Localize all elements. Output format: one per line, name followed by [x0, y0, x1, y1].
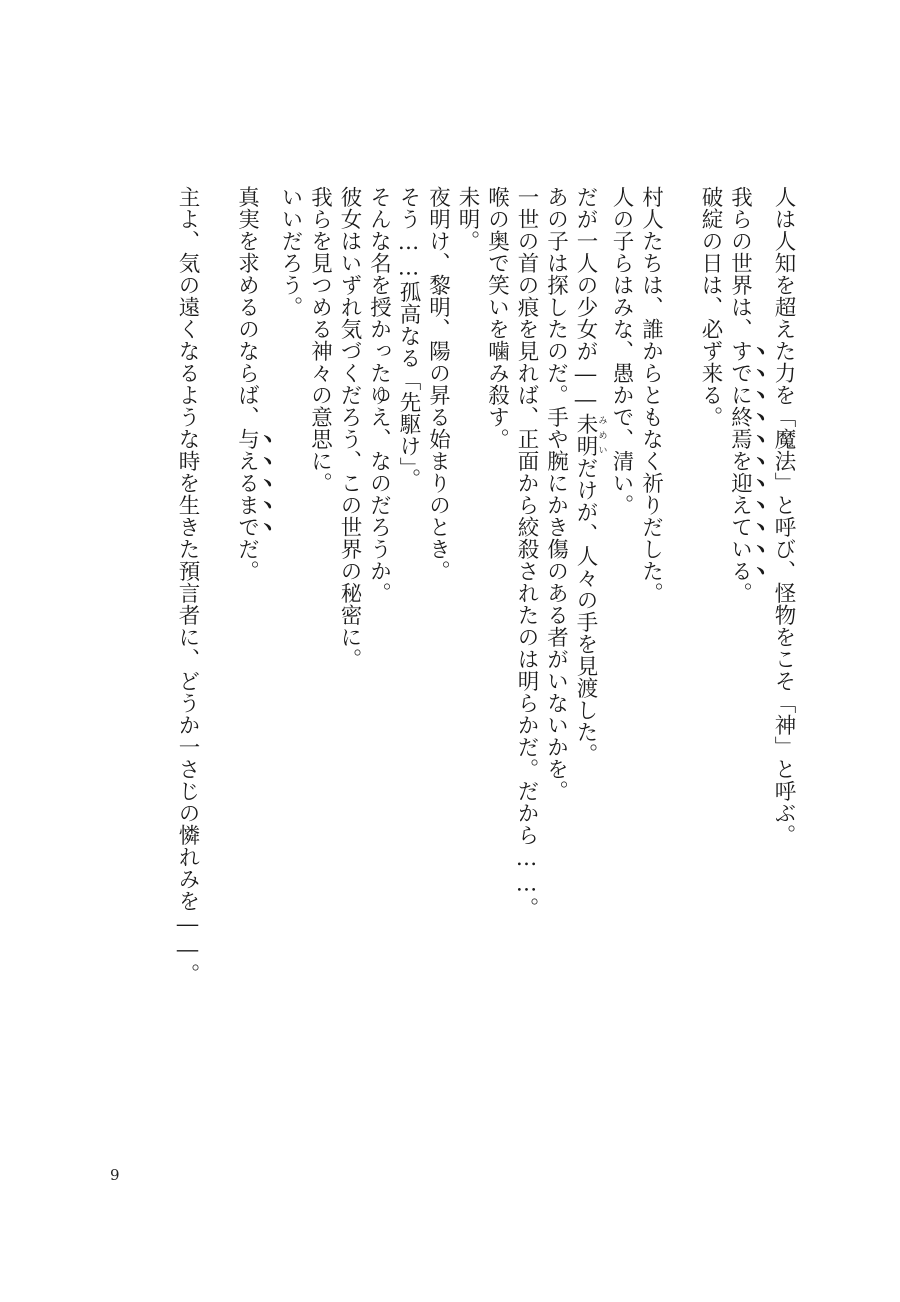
- text-run: だ。: [234, 538, 260, 582]
- page-number: 9: [110, 1166, 120, 1184]
- text-run: 主よ、気の遠くなるような時を生きた預言者に、どうか一さじの憐れみを――。: [175, 186, 200, 985]
- text-run: だけが、人々の手を見渡した。: [573, 457, 598, 765]
- text-run: あの子は探したのだ。手や腕にかき傷のある者がいないかを。: [543, 186, 569, 802]
- text-line: [173, 186, 203, 1026]
- text-run: 喉の奥で笑いを噛み殺す。: [484, 186, 510, 450]
- text-run: そんな名を授かったゆえ、なのだろうか。: [366, 186, 392, 604]
- text-run: 。: [727, 582, 753, 604]
- text-line: [232, 186, 276, 1026]
- text-line: [364, 186, 394, 1026]
- text-line: [335, 186, 365, 1026]
- text-line: [482, 186, 512, 1026]
- ruby-reading: みめい: [596, 413, 607, 457]
- text-run: 人は人知を超えた力を「魔法」と呼び、怪物をこそ「神」と呼ぶ。: [771, 186, 796, 846]
- text-run: 夜明け、黎明、陽の昇る始まりのとき。: [425, 186, 451, 582]
- text-run: 我らを見つめる神々の意思に。: [307, 186, 333, 494]
- text-line: [276, 186, 306, 1026]
- text-line: [512, 186, 542, 1026]
- paragraph-gap: [666, 186, 696, 1026]
- text-line: [571, 186, 607, 1026]
- emphasized-text: すでに終焉を迎えている: [727, 340, 753, 582]
- text-line: [725, 186, 769, 1026]
- text-run: 彼女はいずれ気づくだろう、この世界の秘密に。: [337, 186, 362, 670]
- ruby-word: [573, 413, 607, 457]
- text-line: [394, 186, 424, 1026]
- text-run: 未明。: [455, 186, 480, 252]
- text-line: [769, 186, 799, 1026]
- ruby-base: 未明: [573, 413, 598, 457]
- text-run: 破綻の日は、必ず来る。: [698, 186, 723, 428]
- text-run: 村人たちは、誰からともなく祈りだした。: [638, 186, 664, 604]
- text-run: そう……孤高なる「先駆け」。: [396, 186, 421, 491]
- text-line: [453, 186, 483, 1026]
- vertical-body-text: [173, 186, 799, 1026]
- text-line: [696, 186, 726, 1026]
- text-run: 真実を求めるのならば、: [234, 186, 260, 428]
- text-run: 我らの世界は、: [727, 186, 753, 340]
- text-line: [423, 186, 453, 1026]
- text-line: [636, 186, 666, 1026]
- text-line: [541, 186, 571, 1026]
- text-line: [305, 186, 335, 1026]
- text-line: [607, 186, 637, 1026]
- emphasized-text: 与えるまで: [234, 428, 260, 538]
- text-run: だが一人の少女が――: [573, 186, 598, 413]
- paragraph-gap: [202, 186, 232, 1026]
- text-run: 人の子らはみな、愚かで、清い。: [609, 186, 634, 516]
- text-run: 一世の首の痕を見れば、正面から絞殺されたのは明らかだ。だから……。: [514, 186, 539, 919]
- text-run: いいだろう。: [278, 186, 303, 318]
